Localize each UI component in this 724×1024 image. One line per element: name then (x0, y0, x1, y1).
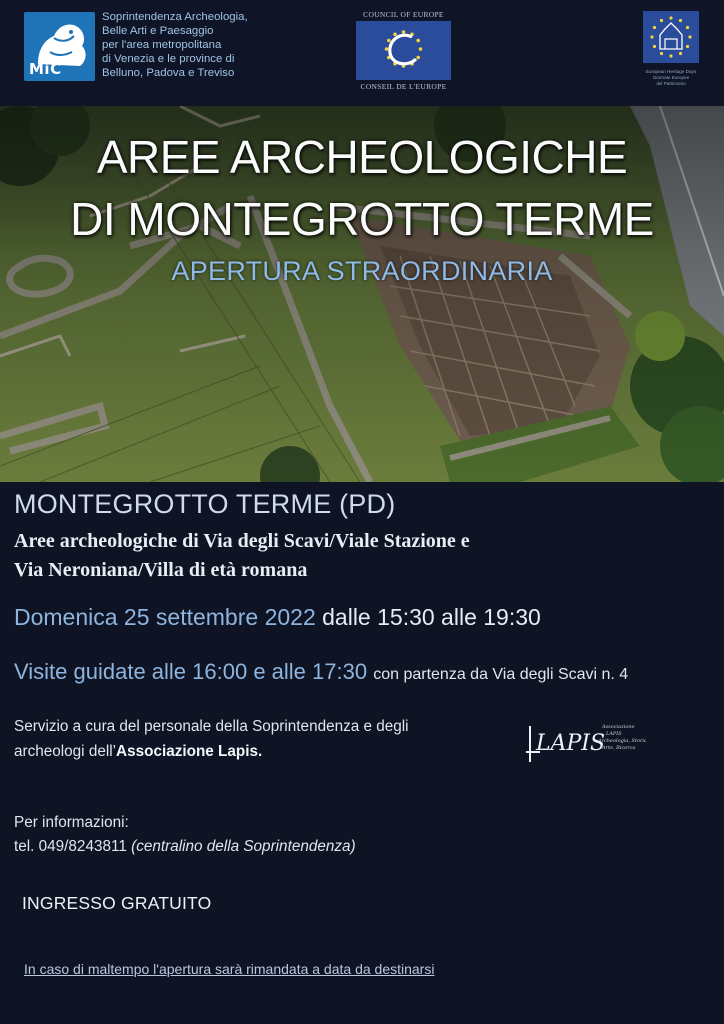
lapis-logo-text: LAPIS (536, 731, 606, 756)
heritage-days-logo (643, 11, 699, 97)
lapis-caption-line: LAPIS (606, 731, 622, 737)
event-sites (14, 527, 470, 585)
info-note: (centralino della Soprintendenza) (131, 838, 356, 855)
council-flag (356, 21, 451, 80)
superintendency-line: Belluno, Padova e Treviso (102, 67, 235, 79)
heritage-caption-line: del Patrimonio (656, 81, 686, 86)
subtitle: APERTURA STRAORDINARIA (171, 256, 553, 286)
event-city: MONTEGROTTO TERME (PD) (14, 489, 396, 519)
guided-tours-times: Visite guidate alle 16:00 e alle 17:30 (14, 659, 368, 684)
heritage-caption (639, 69, 703, 87)
superintendency-line: Soprintendenza Archeologia, (102, 11, 248, 23)
guided-tours-departure: con partenza da Via degli Scavi n. 4 (373, 666, 629, 683)
contact-info (14, 811, 356, 859)
lapis-logo-graphic (526, 718, 646, 764)
superintendency-name (102, 10, 282, 80)
service-note (14, 714, 409, 764)
council-of-europe-logo (355, 10, 452, 92)
heritage-emblem-icon (643, 11, 699, 63)
event-date: Domenica 25 settembre 2022 (14, 604, 316, 630)
event-date-time (14, 604, 541, 631)
service-line-prefix: archeologi dell’ (14, 743, 117, 760)
superintendency-line: per l'area metropolitana (102, 39, 222, 51)
heritage-caption-line: Giornate Europee (652, 75, 690, 80)
ministry-logo-text: MiC (29, 60, 62, 78)
event-time: dalle 15:30 alle 19:30 (322, 604, 541, 630)
council-bottom-label: CONSEIL DE L'EUROPE (360, 82, 447, 91)
title-line-2: DI MONTEGROTTO TERME (70, 193, 654, 245)
service-line (14, 739, 409, 764)
info-phone: tel. 049/8243811 (14, 838, 127, 855)
lapis-caption-line: Archeologia, Storia, (598, 738, 646, 744)
lapis-logo (526, 718, 646, 764)
title-line-1: AREE ARCHEOLOGICHE (96, 131, 628, 183)
event-sites-line: Aree archeologiche di Via degli Scavi/Viale Stazione e (14, 530, 470, 552)
council-emblem-icon (356, 21, 451, 80)
info-phone-line (14, 835, 356, 859)
guided-tours (14, 659, 628, 685)
ministry-logo (24, 12, 95, 81)
superintendency-line: di Venezia e le province di (102, 53, 235, 65)
association-name: Associazione Lapis. (116, 743, 263, 760)
superintendency-line: Belle Arti e Paesaggio (102, 25, 214, 37)
event-sites-line: Via Neroniana/Villa di età romana (14, 559, 308, 581)
admission-label: INGRESSO GRATUITO (22, 893, 212, 913)
lapis-caption-line: Associazione (602, 724, 635, 730)
lapis-caption-line: Arte, Ricerca (602, 745, 636, 751)
info-label: Per informazioni: (14, 814, 129, 831)
heritage-caption-line: European Heritage Days (645, 69, 697, 74)
council-top-label: COUNCIL OF EUROPE (363, 10, 444, 19)
heritage-flag (643, 11, 699, 63)
service-line: Servizio a cura del personale della Soprintendenza e degli (14, 718, 409, 735)
weather-note: In caso di maltempo l'apertura sarà rimandata a data da destinarsi (24, 961, 435, 977)
hero-aerial-photo (0, 106, 724, 482)
